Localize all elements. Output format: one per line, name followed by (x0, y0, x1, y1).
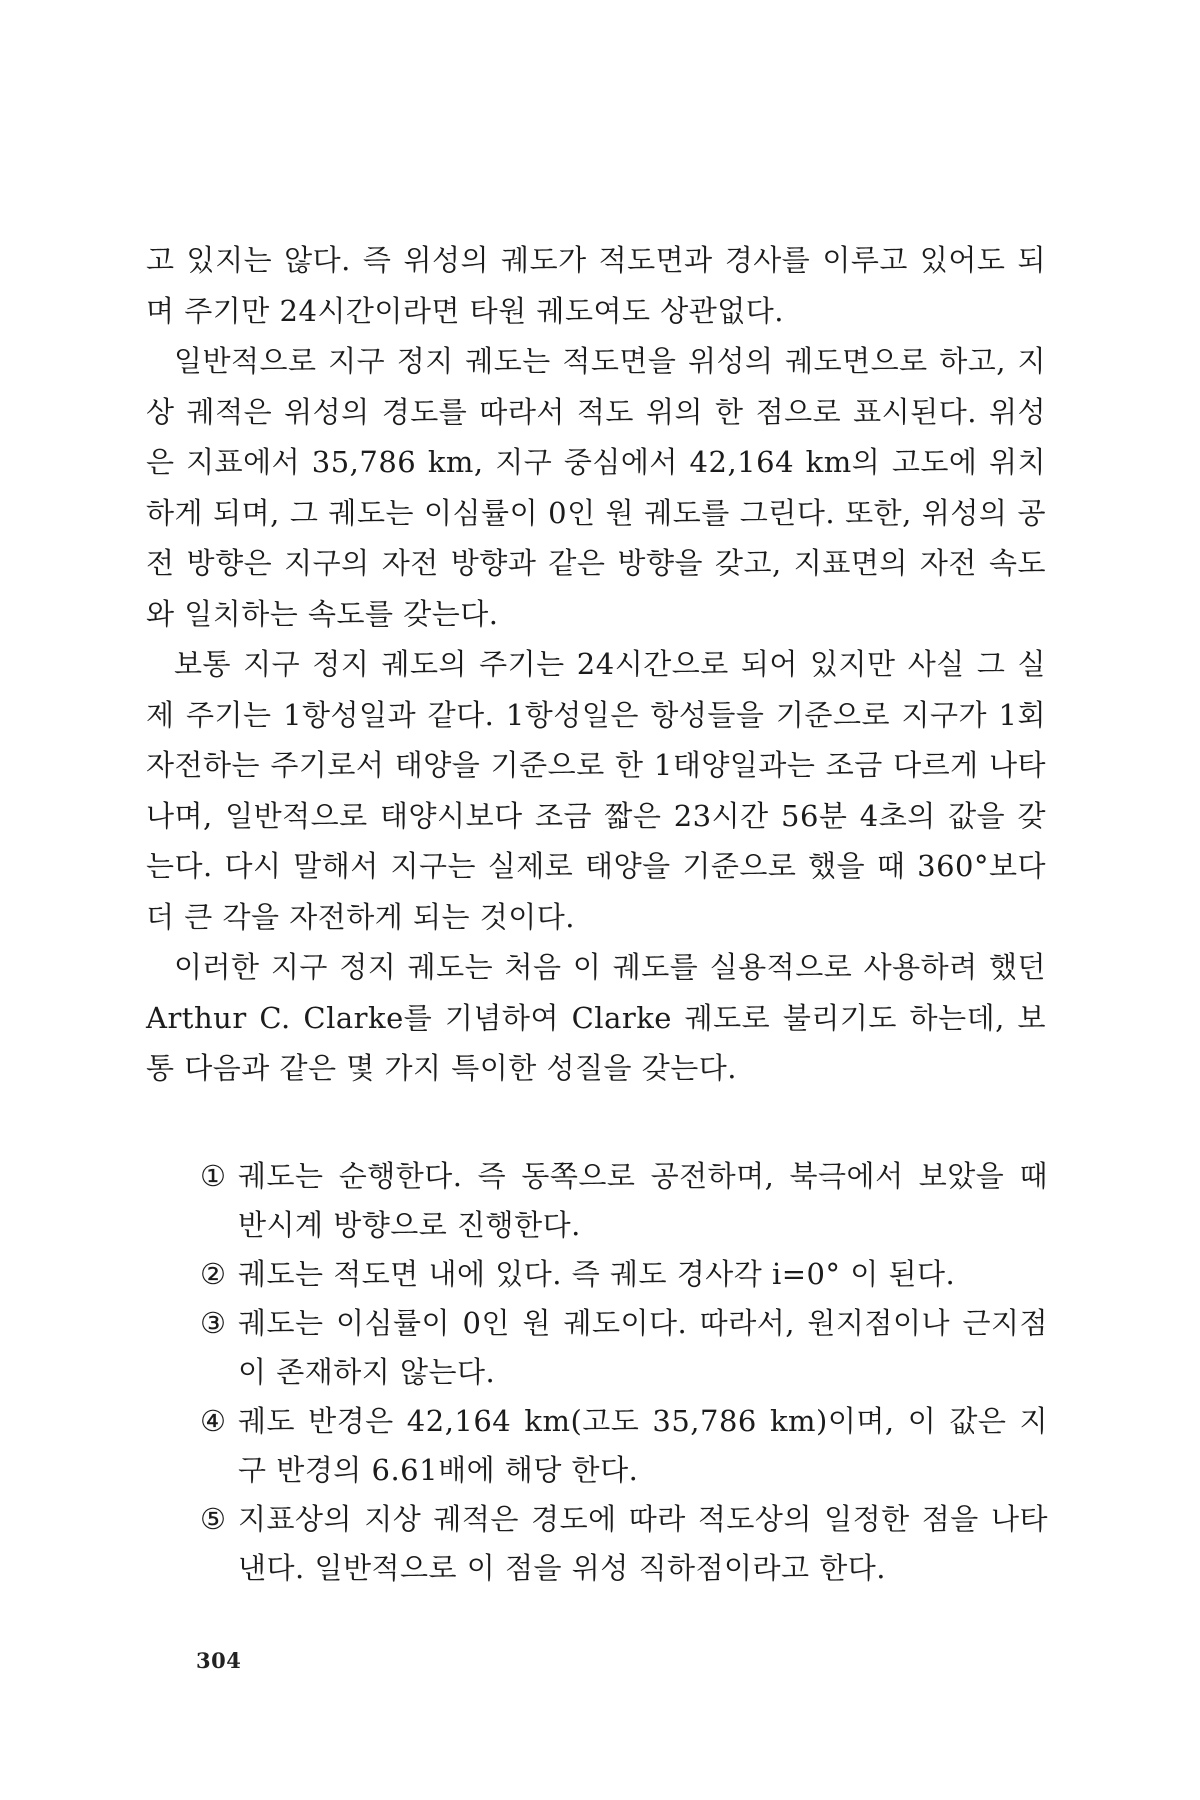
body-text (146, 235, 1046, 1094)
paragraph-4: 이러한 지구 정지 궤도는 처음 이 궤도를 실용적으로 사용하려 했던 Arthur C. Clarke를 기념하여 Clarke 궤도로 불리기도 하는데, 보통 다음과 같은 몇 가지 특이한 성질을 갖는다. (146, 950, 1046, 1085)
list-item-text: 궤도는 순행한다. 즉 동쪽으로 공전하며, 북극에서 보았을 때 반시계 방향으로 진행한다. (238, 1159, 1048, 1242)
list-item-text: 지표상의 지상 궤적은 경도에 따라 적도상의 일정한 점을 나타낸다. 일반적으로 이 점을 위성 직하점이라고 한다. (238, 1502, 1048, 1585)
list-marker: ④ (200, 1404, 227, 1438)
list-marker: ① (200, 1159, 227, 1193)
paragraph-2: 일반적으로 지구 정지 궤도는 적도면을 위성의 궤도면으로 하고, 지상 궤적은 위성의 경도를 따라서 적도 위의 한 점으로 표시된다. 위성은 지표에서 35,786 km, 지구 중심에서 42,164 km의 고도에 위치하게 되며, 그 궤도는 이심률이 0인 원 궤도를 그린다. 또한, 위성의 공전 방향은 지구의 자전 방향과 같은 방향을 갖고, 지표면의 자전 속도와 일치하는 속도를 갖는다. (146, 344, 1046, 631)
page-number: 304 (196, 1648, 242, 1673)
list-item (200, 1495, 1048, 1593)
list-marker: ③ (200, 1306, 227, 1340)
list-marker: ② (200, 1257, 227, 1291)
paragraph-3: 보통 지구 정지 궤도의 주기는 24시간으로 되어 있지만 사실 그 실제 주기는 1항성일과 같다. 1항성일은 항성들을 기준으로 지구가 1회 자전하는 주기로서 태양을 기준으로 한 1태양일과는 조금 다르게 나타나며, 일반적으로 태양시보다 조금 짧은 23시간 56분 4초의 값을 갖는다. 다시 말해서 지구는 실제로 태양을 기준으로 했을 때 360°보다 더 큰 각을 자전하게 되는 것이다. (146, 647, 1046, 934)
list-item (200, 1299, 1048, 1397)
list-item-text: 궤도 반경은 42,164 km(고도 35,786 km)이며, 이 값은 지구 반경의 6.61배에 해당 한다. (238, 1404, 1048, 1487)
list-item (200, 1397, 1048, 1495)
paragraph-1: 고 있지는 않다. 즉 위성의 궤도가 적도면과 경사를 이루고 있어도 되며 주기만 24시간이라면 타원 궤도여도 상관없다. (146, 243, 1046, 328)
list-item (200, 1250, 1048, 1299)
list-item (200, 1152, 1048, 1250)
property-list (200, 1152, 1048, 1593)
list-item-text: 궤도는 이심률이 0인 원 궤도이다. 따라서, 원지점이나 근지점이 존재하지 않는다. (238, 1306, 1048, 1389)
list-item-text: 궤도는 적도면 내에 있다. 즉 궤도 경사각 i=0° 이 된다. (238, 1257, 956, 1291)
list-marker: ⑤ (200, 1502, 227, 1536)
